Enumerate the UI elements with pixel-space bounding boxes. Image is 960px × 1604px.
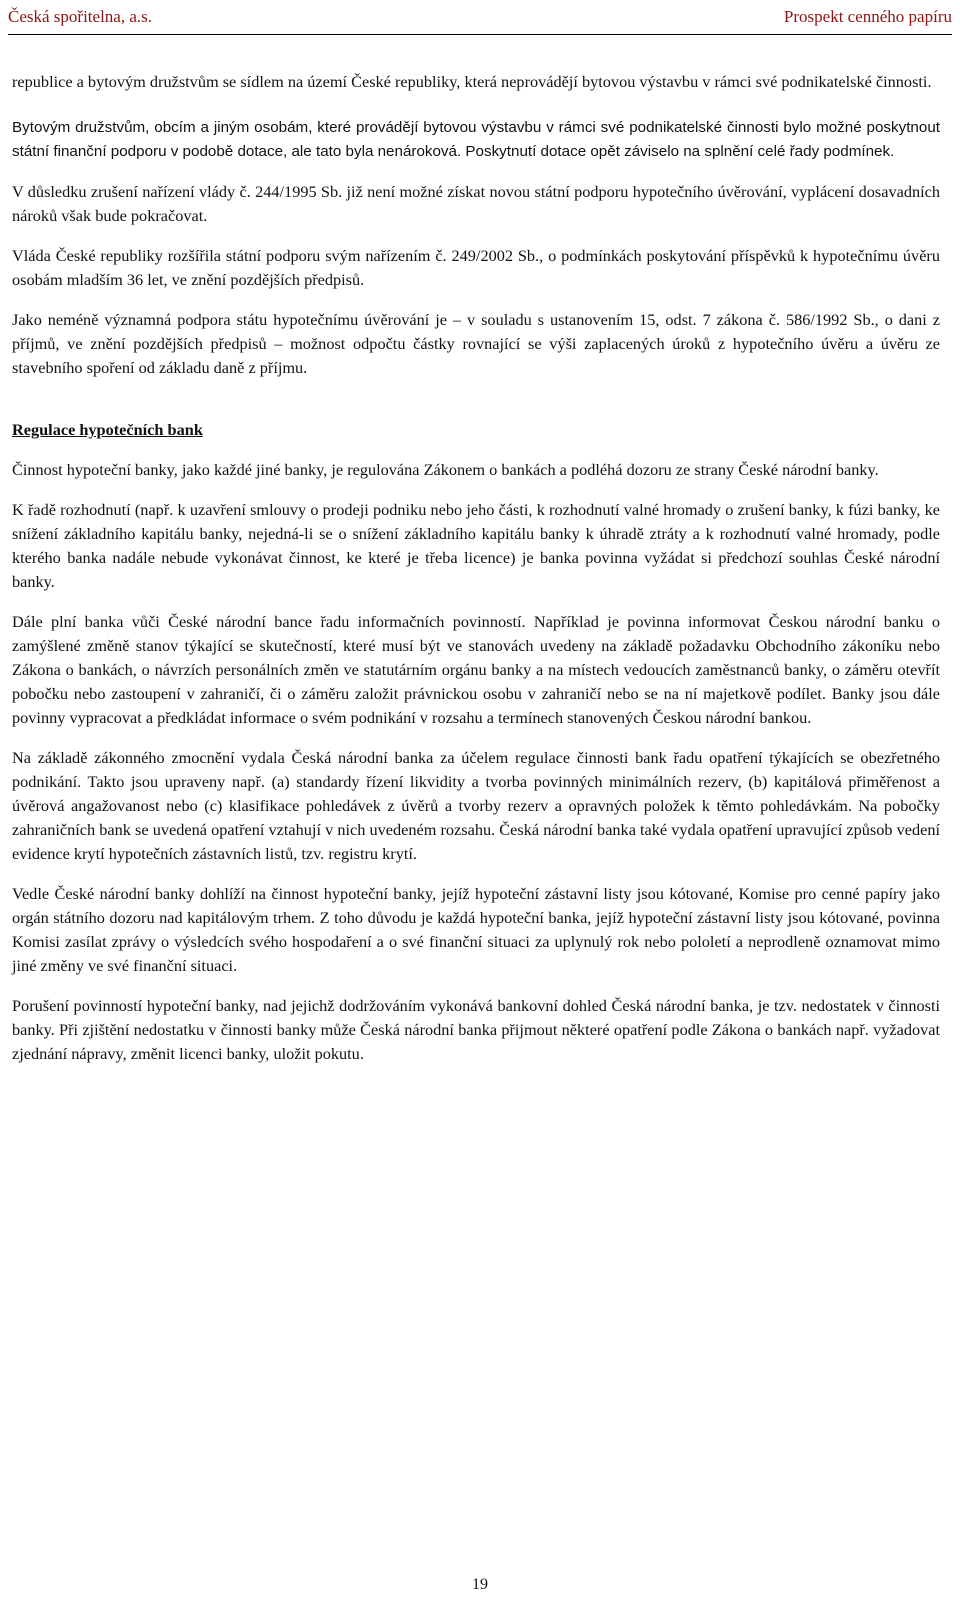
paragraph-prudential-measures: Na základě zákonného zmocnění vydala Česká národní banka za účelem regulace činnosti bank řadu opatření týkajících se obezřetného podnikání. Takto jsou upraveny např. (a) standardy řízení likvidity a tvorba povinných minimálních rezerv, (b) kapitálová přiměřenost a úvěrová angažovanost nebo (c) klasifikace pohledávek z úvěrů a tvorby rezerv a opravných položek k těmto pohledávkám. Na pobočky zahraničních bank se uvedená opatření vztahují v nich uvedeném rozsahu. Česká národní banka také vydala opatření upravující způsob vedení evidence krytí hypotečních zástavních listů, tzv. registru krytí.	[12, 748, 940, 863]
page-number: 19	[472, 1576, 488, 1593]
header-document-title: Prospekt cenného papíru	[783, 7, 952, 26]
paragraph-information-duties: Dále plní banka vůči České národní bance řadu informačních povinností. Například je povinna informovat Českou národní banku o zamýšlené změně stanov týkající se skutečností, které musí být ve stanovách uvedeny na základě požadavku Obchodního zákoníku nebo Zákona o bankách, o návrzích personálních změn ve statutárním orgánu banky a na místech vedoucích zaměstnanců banky, o záměru otevřít pobočku nebo zastoupení v zahraničí, či o záměru založit právnickou osobu v zahraničí nebo se na ní majetkově podílet. Banky jsou dále povinny vypracovat a předkládat informace o svém podnikání v rozsahu a termínech stanovených Českou národní bankou.	[12, 612, 940, 727]
paragraph-government-support: Vláda České republiky rozšířila státní podporu svým nařízením č. 249/2002 Sb., o podmínkách poskytování příspěvků k hypotečnímu úvěru osobám mladším 36 let, ve znění pozdějších předpisů.	[12, 246, 940, 289]
paragraph-prior-approval: K řadě rozhodnutí (např. k uzavření smlouvy o prodeji podniku nebo jeho části, k rozhodnutí valné hromady o zrušení banky, k fúzi banky, ke snížení základního kapitálu banky, nejedná-li se o snížení základního kapitálu banky k úhradě ztráty a k rozhodnutí valné hromady, podle kterého banka nadále nebude vykonávat činnost, ke které je třeba licence) je banka povinna vyžádat si předchozí souhlas České národní banky.	[12, 500, 940, 591]
paragraph-securities-commission: Vedle České národní banky dohlíží na činnost hypoteční banky, jejíž hypoteční zástavní listy jsou kótované, Komise pro cenné papíry jako orgán státního dozoru nad kapitálovým trhem. Z toho důvodu je každá hypoteční banka, jejíž hypoteční zástavní listy jsou kótované, povinna Komisi zasílat zprávy o výsledcích svého hospodaření a o své finanční situaci za uplynulý rok nebo pololetí a neprodleně oznamovat mimo jiné změny ve své finanční situaci.	[12, 884, 940, 975]
paragraph-regulation-repeal: V důsledku zrušení nařízení vlády č. 244/1995 Sb. již není možné získat novou státní podporu hypotečního úvěrování, vyplácení dosavadních nároků však bude pokračovat.	[12, 182, 940, 225]
paragraph-continuation: republice a bytovým družstvům se sídlem na území České republiky, která neprovádějí bytovou výstavbu v rámci své podnikatelské činnosti.	[12, 72, 932, 91]
paragraph-bank-regulation: Činnost hypoteční banky, jako každé jiné banky, je regulována Zákonem o bankách a podléhá dozoru ze strany České národní banky.	[12, 460, 879, 479]
page-header	[8, 6, 952, 35]
paragraph-deficiencies: Porušení povinností hypoteční banky, nad jejichž dodržováním vykonává bankovní dohled Česká národní banka, je tzv. nedostatek v činnosti banky. Při zjištění nedostatku v činnosti banky může Česká národní banka přijmout některé opatření podle Zákona o bankách např. vyžadovat zjednání nápravy, změnit licenci banky, uložit pokutu.	[12, 996, 940, 1063]
document-body	[12, 70, 940, 1082]
header-company-name: Česká spořitelna, a.s.	[8, 7, 152, 26]
paragraph-tax-deduction: Jako neméně významná podpora státu hypotečnímu úvěrování je – v souladu s ustanovením 15, odst. 7 zákona č. 586/1992 Sb., o dani z příjmů, ve znění pozdějších předpisů – možnost odpočtu částky rovnající se výši zaplacených úroků z hypotečního úvěru a úvěru ze stavebního spoření od základu daně z příjmu.	[12, 310, 940, 377]
paragraph-cooperative-subsidy: Bytovým družstvům, obcím a jiným osobám, které provádějí bytovou výstavbu v rámci své podnikatelské činnosti bylo možné poskytnout státní finanční podporu v podobě dotace, ale tato byla nenároková. Poskytnutí dotace opět záviselo na splnění celé řady podmínek.	[12, 119, 940, 160]
section-heading: Regulace hypotečních bank	[12, 420, 203, 439]
